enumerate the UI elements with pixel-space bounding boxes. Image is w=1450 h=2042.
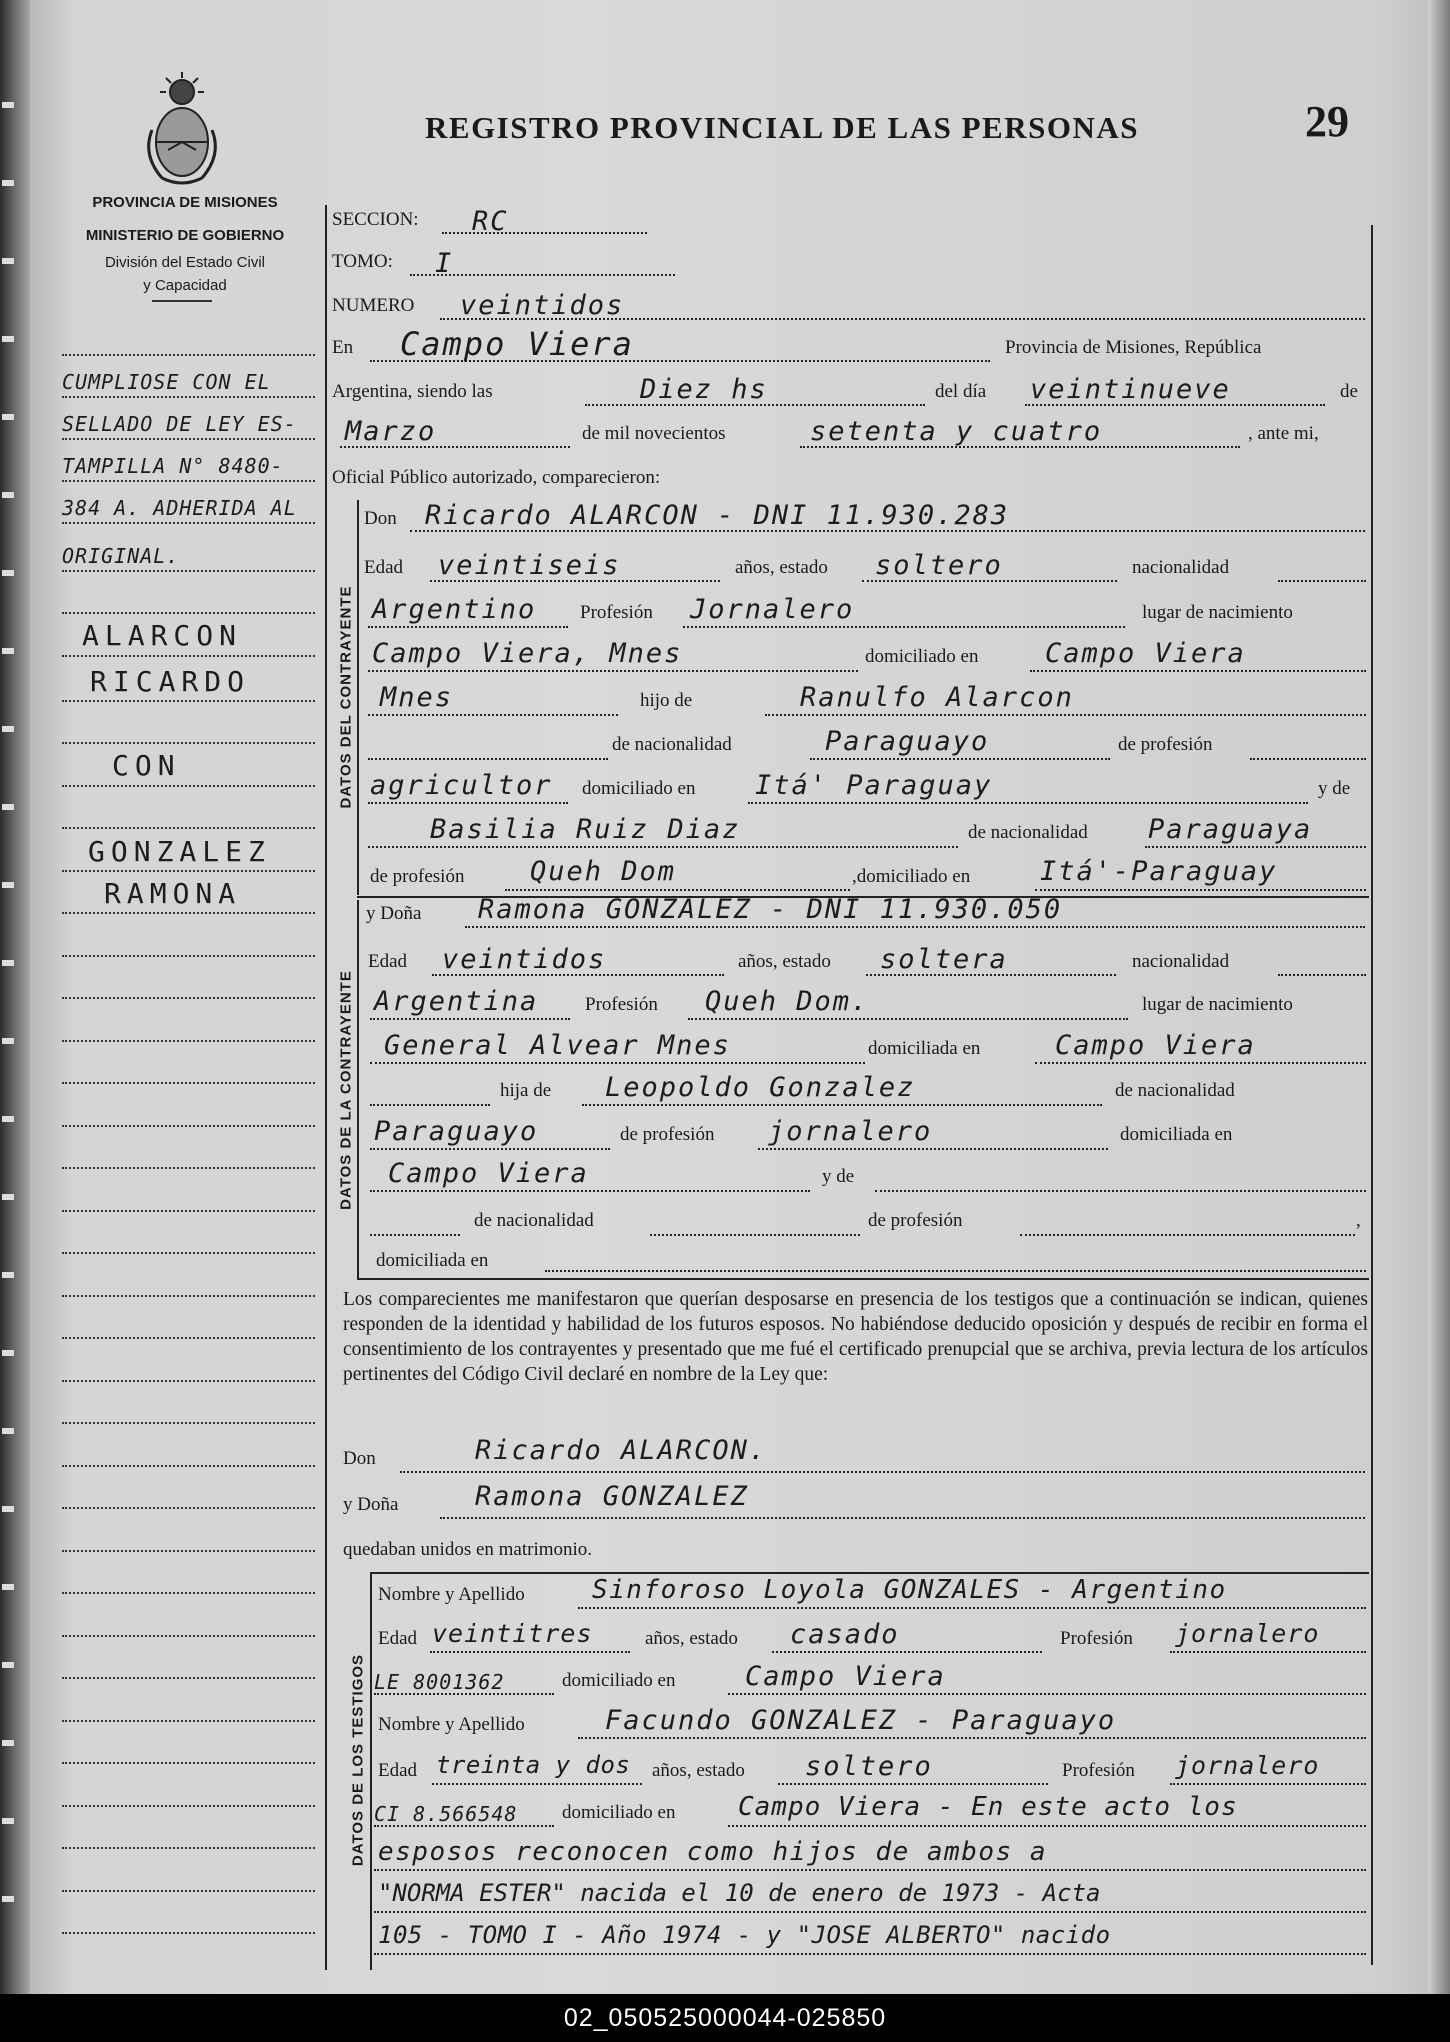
frame-right-line (1371, 225, 1373, 1965)
bride-nac-label: nacionalidad (1132, 951, 1230, 972)
margin-name-4: GONZALEZ (88, 835, 271, 868)
bride-padre: Leopoldo Gonzalez (605, 1072, 916, 1103)
w2-documento: CI 8.566548 (374, 1802, 518, 1826)
groom-name: Ricardo ALARCON - DNI 11.930.283 (425, 500, 1010, 531)
groom-madre-profesion: Queh Dom (530, 856, 677, 887)
w2-dom-label: domiciliado en (562, 1802, 676, 1823)
groom-prof-label: Profesión (580, 602, 653, 623)
groom-madre-nacionalidad: Paraguaya (1148, 814, 1313, 845)
margin-name-5: RAMONA (104, 877, 242, 910)
bride-madre-dom-label: domiciliada en (376, 1250, 489, 1271)
division-line-2: y Capacidad (143, 277, 227, 294)
bride-estado: soltera (880, 944, 1008, 975)
anio-value: setenta y cuatro (810, 416, 1103, 447)
groom-estado: soltero (875, 550, 1003, 581)
bride-edad-label: Edad (368, 951, 408, 972)
groom-padre-domicilio: Itá' Paraguay (755, 770, 993, 801)
w2-profesion: jornalero (1175, 1751, 1320, 1780)
tomo-label: TOMO: (332, 251, 393, 272)
w1-domicilio: Campo Viera (745, 1661, 946, 1692)
bride-hija-label: hija de (500, 1080, 552, 1101)
page-edge-shadow (1428, 0, 1450, 1994)
groom-madre-dom-label: ,domiciliado en (852, 866, 971, 887)
bride-padre-domicilio: Campo Viera (388, 1158, 589, 1189)
coat-of-arms-icon (138, 70, 226, 190)
tomo-value: I (435, 248, 454, 279)
margin-name-3: CON (112, 749, 181, 782)
w2-estado: soltero (805, 1751, 933, 1782)
groom-padre-prof-label: de profesión (1118, 734, 1213, 755)
footer-code: 02_050525000044-025850 (563, 2003, 887, 2032)
decl-don-label: Don (343, 1448, 376, 1469)
groom-domicilio2: Mnes (380, 682, 454, 713)
annotation-line-2: "NORMA ESTER" nacida el 10 de enero de 1973 - Acta (378, 1879, 1101, 1907)
groom-estado-label: años, estado (735, 557, 828, 578)
margin-note-line-5: ORIGINAL. (62, 544, 180, 568)
bride-estado-label: años, estado (738, 951, 831, 972)
seccion-value: RC (472, 206, 509, 237)
bride-prof-label: Profesión (585, 994, 658, 1015)
groom-nac-label: nacionalidad (1132, 557, 1230, 578)
margin-note-line-2: SELLADO DE LEY ES- (62, 412, 297, 436)
w1-edad-label: Edad (378, 1628, 418, 1649)
side-label-contrayente-f: DATOS DE LA CONTRAYENTE (337, 970, 355, 1210)
oficial-label: Oficial Público autorizado, comparecieron: (332, 467, 661, 488)
bride-padre-prof-label: de profesión (620, 1124, 715, 1145)
ante-mi-label: , ante mi, (1248, 423, 1319, 444)
decl-dona-label: y Doña (343, 1494, 399, 1515)
decl-don: Ricardo ALARCON. (475, 1435, 768, 1466)
de-label: de (1340, 381, 1358, 402)
lugar-value: Campo Viera (400, 325, 634, 363)
seccion-label: SECCION: (332, 209, 419, 230)
w1-profesion: jornalero (1175, 1619, 1320, 1648)
groom-lugar-nacimiento: Campo Viera, Mnes (372, 638, 683, 669)
office-line-2: MINISTERIO DE GOBIERNO (85, 227, 285, 244)
bride-lugar-nacimiento: General Alvear Mnes (384, 1030, 731, 1061)
bride-padre-profesion: jornalero (768, 1116, 933, 1147)
siendo-label: Argentina, siendo las (332, 381, 493, 402)
w2-nombre-label: Nombre y Apellido (378, 1714, 525, 1735)
w1-estado: casado (790, 1619, 900, 1650)
groom-madre: Basilia Ruiz Diaz (430, 814, 741, 845)
w1-name: Sinforoso Loyola GONZALES - Argentino (592, 1575, 1227, 1605)
groom-madre-nac-label: de nacionalidad (968, 822, 1088, 843)
binder-edge (0, 0, 30, 1994)
mes-value: Marzo (345, 416, 437, 447)
groom-madre-prof-label: de profesión (370, 866, 465, 887)
provincia-label: Provincia de Misiones, República (1005, 337, 1262, 358)
w1-prof-label: Profesión (1060, 1628, 1133, 1649)
groom-hijo-label: hijo de (640, 690, 693, 711)
w2-domicilio: Campo Viera - En este acto los (738, 1792, 1238, 1822)
bride-padre-dom-label: domiciliada en (1120, 1124, 1233, 1145)
bride-madre-nac-label: de nacionalidad (474, 1210, 594, 1231)
groom-padre-nacionalidad: Paraguayo (825, 726, 990, 757)
groom-lugarnac-label: lugar de nacimiento (1142, 602, 1293, 623)
groom-madre-domicilio: Itá'-Paraguay (1040, 856, 1278, 887)
bride-profesion: Queh Dom. (705, 986, 870, 1017)
groom-padre-nac-label: de nacionalidad (612, 734, 732, 755)
en-label: En (332, 337, 354, 358)
w1-documento: LE 8001362 (374, 1670, 505, 1694)
bride-name: Ramona GONZALEZ - DNI 11.930.050 (478, 894, 1063, 925)
w2-estado-label: años, estado (652, 1760, 745, 1781)
margin-name-1: ALARCON (82, 619, 243, 652)
numero-label: NUMERO (332, 295, 415, 316)
groom-profesion: Jornalero (690, 594, 855, 625)
page-title: REGISTRO PROVINCIAL DE LAS PERSONAS (425, 110, 1139, 145)
groom-padre-dom-label: domiciliado en (582, 778, 696, 799)
margin-note-line-3: TAMPILLA N° 8480- (62, 454, 284, 478)
office-line-1: PROVINCIA DE MISIONES (92, 194, 278, 211)
groom-dom-label: domiciliado en (865, 646, 979, 667)
bride-domicilio: Campo Viera (1055, 1030, 1256, 1061)
w1-edad: veintitres (432, 1619, 593, 1648)
margin-note-line-1: CUMPLIOSE CON EL (62, 370, 271, 394)
groom-edad-label: Edad (364, 557, 404, 578)
groom-y-de-label: y de (1318, 778, 1351, 799)
w2-edad: treinta y dos (436, 1751, 631, 1779)
side-label-contrayente: DATOS DEL CONTRAYENTE (337, 585, 355, 809)
annotation-line-1: esposos reconocen como hijos de ambos a (378, 1837, 1047, 1867)
margin-note-line-4: 384 A. ADHERIDA AL (62, 496, 297, 520)
w1-nombre-label: Nombre y Apellido (378, 1584, 525, 1605)
bride-edad: veintidos (442, 944, 607, 975)
numero-value: veintidos (460, 290, 625, 321)
side-label-testigos: DATOS DE LOS TESTIGOS (349, 1653, 367, 1867)
bride-y-de-label: y de (822, 1166, 855, 1187)
w1-estado-label: años, estado (645, 1628, 738, 1649)
groom-domicilio: Campo Viera (1045, 638, 1246, 669)
division-line-1: División del Estado Civil (104, 254, 266, 271)
bride-padre-nac-label: de nacionalidad (1115, 1080, 1235, 1101)
quedaban-label: quedaban unidos en matrimonio. (343, 1539, 593, 1560)
del-dia-label: del día (935, 381, 987, 402)
groom-nacionalidad: Argentino (372, 594, 537, 625)
groom-padre-profesion: agricultor (370, 770, 553, 801)
hora-value: Diez hs (640, 374, 768, 405)
decl-dona: Ramona GONZALEZ (475, 1481, 749, 1512)
groom-padre: Ranulfo Alarcon (800, 682, 1074, 713)
bride-madre-prof-label: de profesión (868, 1210, 963, 1231)
w1-dom-label: domiciliado en (562, 1670, 676, 1691)
bride-nacionalidad: Argentina (374, 986, 539, 1017)
don-label: Don (364, 508, 397, 529)
w2-name: Facundo GONZALEZ - Paraguayo (605, 1705, 1117, 1736)
dia-value: veintinueve (1030, 374, 1231, 405)
bride-padre-nacionalidad: Paraguayo (374, 1116, 539, 1147)
folio-number: 29 (1305, 97, 1349, 146)
frame-left-line (325, 205, 327, 1970)
bride-dom-label: domiciliada en (868, 1038, 981, 1059)
groom-edad: veintiseis (438, 550, 621, 581)
w2-edad-label: Edad (378, 1760, 418, 1781)
bride-comma: , (1356, 1210, 1361, 1231)
declaration-paragraph: Los comparecientes me manifestaron que querían desposarse en presencia de los testigos que a continuación se indican, quienes responden de la identidad y habilidad de los futuros esposos. No habiéndose deducido oposición y después de recibir en forma el consentimiento de los contrayentes y presentado que me fué el certificado prenupcial que se archiva, previa lectura de los artículos pertinentes del Código Civil declaré en nombre de la Ley que: (343, 1289, 1368, 1385)
dona-label: y Doña (366, 903, 422, 924)
w2-prof-label: Profesión (1062, 1760, 1135, 1781)
de-mil-label: de mil novecientos (582, 423, 726, 444)
annotation-line-3: 105 - TOMO I - Año 1974 - y "JOSE ALBERTO" nacido (378, 1921, 1111, 1949)
footer-bar (0, 1994, 1450, 2042)
bride-lugarnac-label: lugar de nacimiento (1142, 994, 1293, 1015)
margin-name-2: RICARDO (90, 665, 251, 698)
